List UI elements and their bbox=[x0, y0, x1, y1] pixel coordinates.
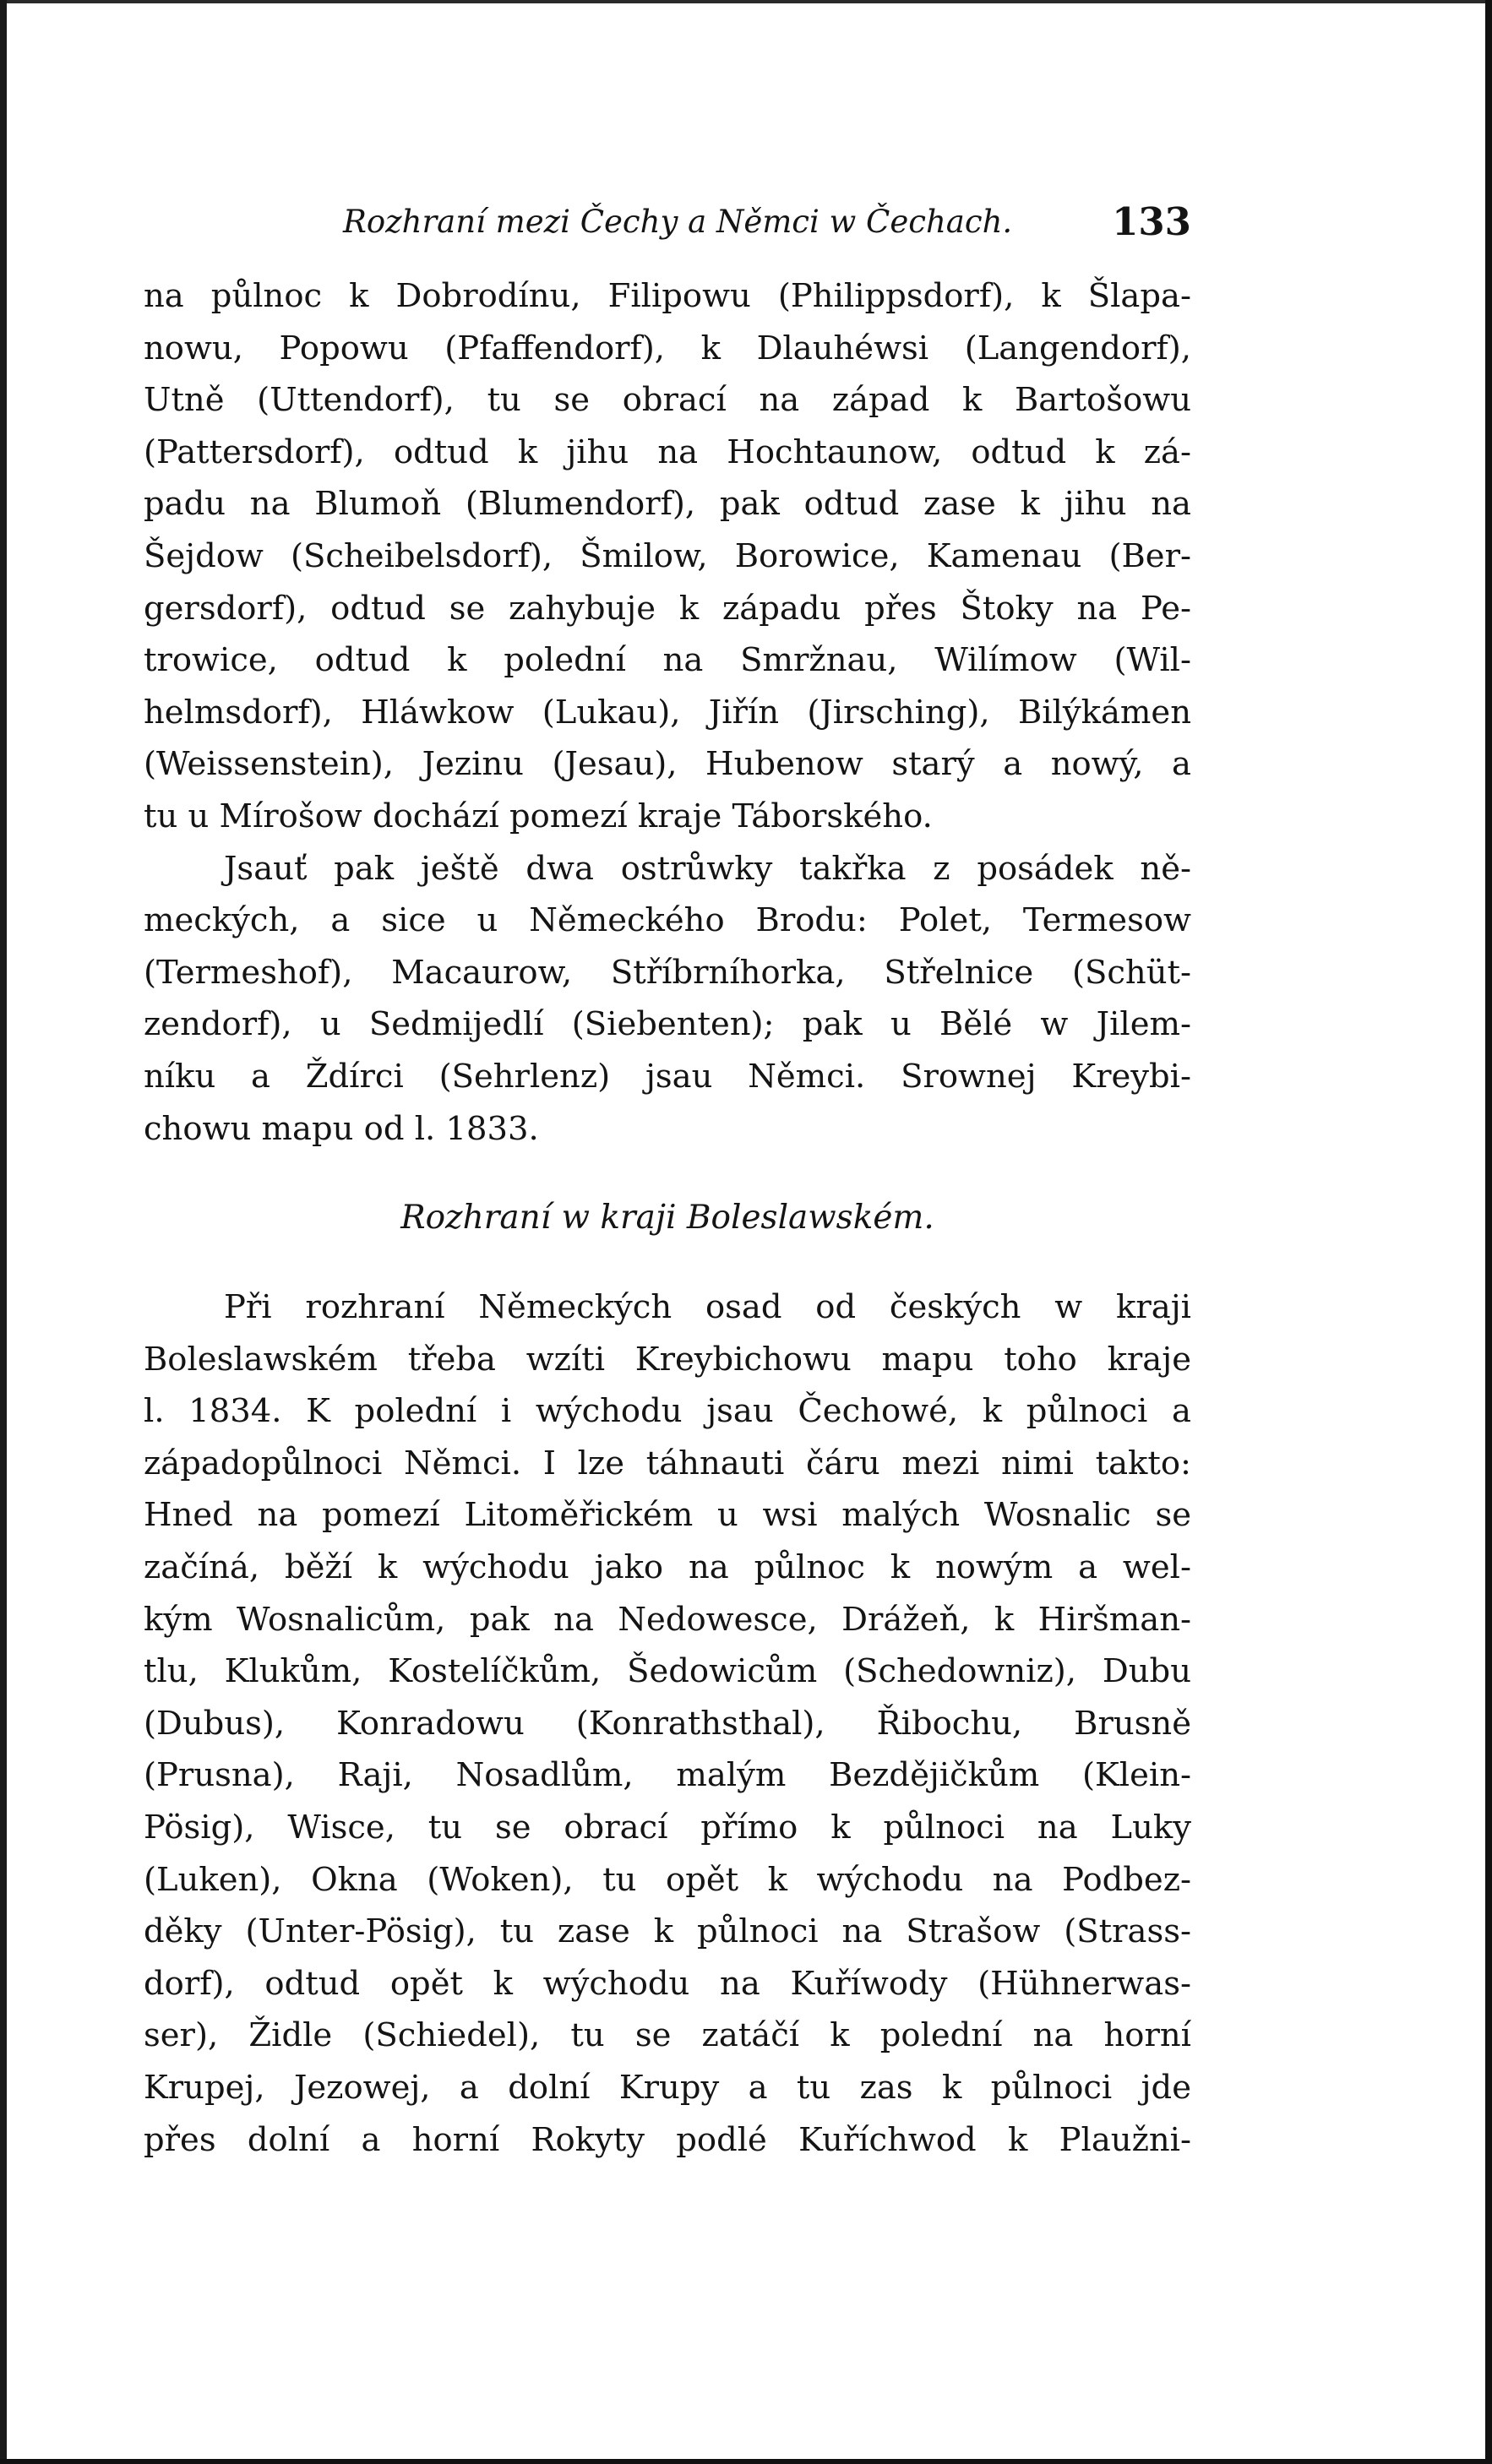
running-title: Rozhraní mezi Čechy a Němci w Čechach. bbox=[343, 204, 1013, 240]
text-line: trowice, odtud k polední na Smržnau, Wilímow (Wil- bbox=[144, 641, 1191, 680]
text-line: začíná, běží k wýchodu jako na půlnoc k nowým a wel- bbox=[144, 1548, 1191, 1587]
text-line: Šejdow (Scheibelsdorf), Šmilow, Borowice, Kamenau (Ber- bbox=[144, 536, 1191, 575]
text-line: na půlnoc k Dobrodínu, Filipowu (Philippsdorf), k Šlapa- bbox=[144, 277, 1191, 315]
text-line: Boleslawském třeba wzíti Kreybichowu mapu toho kraje bbox=[144, 1340, 1191, 1379]
section-heading: Rozhraní w kraji Boleslawském. bbox=[400, 1199, 934, 1237]
page-number: 133 bbox=[1112, 199, 1191, 244]
text-line: (Weissenstein), Jezinu (Jesau), Hubenow starý a nowý, a bbox=[144, 745, 1191, 784]
text-line: děky (Unter-Pösig), tu zase k půlnoci na Strašow (Strass- bbox=[144, 1912, 1191, 1951]
text-line: přes dolní a horní Rokyty podlé Kuříchwod k Plaužni- bbox=[144, 2120, 1191, 2159]
text-line: Utně (Uttendorf), tu se obrací na západ k Bartošowu bbox=[144, 381, 1191, 420]
text-line: chowu mapu od l. 1833. bbox=[144, 1109, 539, 1148]
scan-edge-bottom bbox=[0, 2459, 1492, 2464]
text-line: gersdorf), odtud se zahybuje k západu přes Štoky na Pe- bbox=[144, 589, 1191, 628]
text-line: nowu, Popowu (Pfaffendorf), k Dlauhéwsi (Langendorf), bbox=[144, 329, 1191, 367]
text-line: Hned na pomezí Litoměřickém u wsi malých Wosnalic se bbox=[144, 1496, 1191, 1535]
text-line: padu na Blumoň (Blumendorf), pak odtud zase k jihu na bbox=[144, 485, 1191, 524]
text-line: helmsdorf), Hláwkow (Lukau), Jiřín (Jirsching), Bilýkámen bbox=[144, 693, 1191, 732]
text-line: ser), Židle (Schiedel), tu se zatáčí k polední na horní bbox=[144, 2016, 1191, 2055]
text-line: (Termeshof), Macaurow, Stříbrníhorka, Střelnice (Schüt- bbox=[144, 953, 1191, 992]
scan-edge-top bbox=[0, 0, 1492, 3]
text-line: Jsauť pak ještě dwa ostrůwky takřka z posádek ně- bbox=[224, 849, 1191, 888]
text-line: Krupej, Jezowej, a dolní Krupy a tu zas k půlnoci jde bbox=[144, 2069, 1191, 2107]
paragraph bbox=[144, 843, 1191, 1156]
paragraph bbox=[144, 1281, 1191, 2166]
text-line: (Prusna), Raji, Nosadlům, malým Bezdějičkům (Klein- bbox=[144, 1756, 1191, 1795]
running-head bbox=[144, 193, 1191, 252]
text-line: Při rozhraní Německých osad od českých w kraji bbox=[224, 1288, 1191, 1327]
text-line: dorf), odtud opět k wýchodu na Kuříwody (Hühnerwas- bbox=[144, 1964, 1191, 2003]
body-text bbox=[144, 270, 1191, 2166]
scan-edge-left bbox=[0, 0, 7, 2464]
text-line: meckých, a sice u Německého Brodu: Polet, Termesow bbox=[144, 901, 1191, 940]
text-line: zendorf), u Sedmijedlí (Siebenten); pak u Bělé w Jilem- bbox=[144, 1005, 1191, 1044]
paragraph bbox=[144, 270, 1191, 843]
text-line: kým Wosnalicům, pak na Nedowesce, Drážeň, k Hiršman- bbox=[144, 1600, 1191, 1639]
scan-edge-right bbox=[1485, 0, 1492, 2464]
text-line: tu u Mírošow dochází pomezí kraje Táborského. bbox=[144, 797, 933, 835]
text-line: níku a Ždírci (Sehrlenz) jsau Němci. Srownej Kreybi- bbox=[144, 1057, 1191, 1096]
text-line: l. 1834. K polední i wýchodu jsau Čechowé, k půlnoci a bbox=[144, 1392, 1191, 1431]
text-line: západopůlnoci Němci. I lze táhnauti čáru mezi nimi takto: bbox=[144, 1444, 1191, 1482]
text-line: (Luken), Okna (Woken), tu opět k wýchodu na Podbez- bbox=[144, 1860, 1191, 1899]
text-line: (Dubus), Konradowu (Konrathsthal), Řibochu, Brusně bbox=[144, 1704, 1191, 1743]
text-line: (Pattersdorf), odtud k jihu na Hochtaunow, odtud k zá- bbox=[144, 432, 1191, 471]
text-line: tlu, Klukům, Kostelíčkům, Šedowicům (Schedowniz), Dubu bbox=[144, 1652, 1191, 1691]
text-line: Pösig), Wisce, tu se obrací přímo k půlnoci na Luky bbox=[144, 1809, 1191, 1847]
